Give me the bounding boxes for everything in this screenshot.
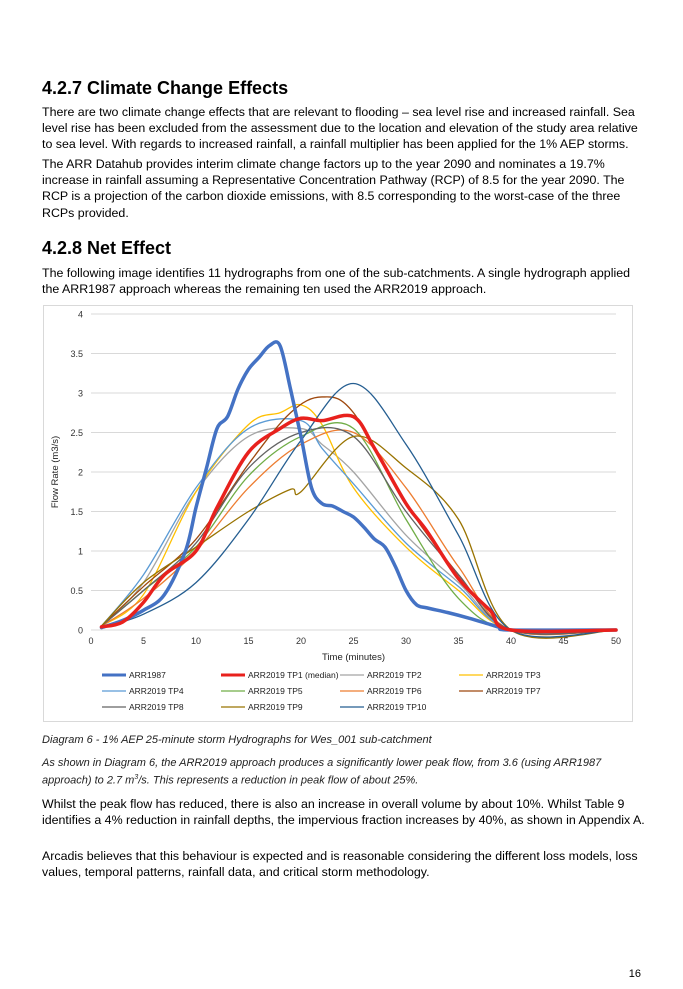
- legend-label-arr2019-tp8: ARR2019 TP8: [129, 702, 184, 712]
- series-line-arr2019-tp6: [102, 430, 617, 635]
- legend-label-arr2019-tp3: ARR2019 TP3: [486, 670, 541, 680]
- legend-label-arr2019-tp5: ARR2019 TP5: [248, 686, 303, 696]
- page-number: 16: [628, 968, 641, 980]
- legend-label-arr2019-tp1-median: ARR2019 TP1 (median): [248, 670, 339, 680]
- diagram-note-text: As shown in Diagram 6, the ARR2019 approach produces a significantly lower peak flow, from 3.6 (using ARR1987 approach) to 2.7 m: [42, 757, 602, 787]
- legend-label-arr2019-tp2: ARR2019 TP2: [367, 670, 422, 680]
- section-heading-428: 4.2.8 Net Effect: [42, 238, 172, 258]
- paragraph-net-effect: The following image identifies 11 hydrographs from one of the sub-catchments. A single hydrograph applied the ARR1987 approach whereas the remaining ten used the ARR2019 approach.: [42, 266, 630, 297]
- x-tick-label: 15: [243, 636, 254, 646]
- y-tick-label: 3.5: [70, 349, 83, 359]
- x-tick-label: 0: [88, 636, 94, 646]
- diagram-note-superscript: 3: [134, 773, 139, 781]
- paragraph-climate-effects: There are two climate change effects that are relevant to flooding – sea level rise and increased rainfall. Sea level rise has been excluded from the assessment due to the location and elevation of the study area relative to sea level. With regards to increased rainfall, a rainfall multiplier has been applied for the 1% AEP storms.: [42, 105, 638, 152]
- series-line-arr2019-tp8: [102, 428, 617, 635]
- x-tick-label: 40: [505, 636, 517, 646]
- y-tick-label: 1.5: [70, 507, 83, 517]
- hydrograph-chart-frame: [43, 305, 633, 722]
- legend-label-arr2019-tp4: ARR2019 TP4: [129, 686, 184, 696]
- x-axis-title: Time (minutes): [322, 652, 385, 663]
- y-tick-label: 4: [77, 309, 83, 320]
- paragraph-arr-datahub: The ARR Datahub provides interim climate change factors up to the year 2090 and nominates a 19.7% increase in rainfall assuming a Representative Concentration Pathway (RCP) of 8.5 for the year 2090. The RCP is a projection of the carbon dioxide emissions, with 8.5 corresponding to the worst-case of the three RCPs provided.: [42, 157, 625, 220]
- series-line-arr2019-tp9: [102, 436, 617, 638]
- diagram-note-text-end: /s. This represents a reduction in peak flow of about 25%.: [138, 774, 419, 787]
- x-tick-label: 20: [295, 636, 307, 646]
- legend-label-arr2019-tp10: ARR2019 TP10: [367, 702, 427, 712]
- x-tick-label: 30: [400, 636, 412, 646]
- x-tick-label: 45: [558, 636, 569, 646]
- legend-label-arr2019-tp6: ARR2019 TP6: [367, 686, 422, 696]
- x-tick-label: 10: [190, 636, 202, 646]
- legend-label-arr1987: ARR1987: [129, 670, 166, 680]
- x-tick-label: 25: [348, 636, 359, 646]
- section-heading-427: 4.2.7 Climate Change Effects: [42, 78, 289, 98]
- x-tick-label: 5: [140, 636, 147, 646]
- series-line-arr2019-tp5: [102, 423, 617, 633]
- x-tick-label: 50: [610, 636, 622, 646]
- y-tick-label: 2.5: [70, 428, 83, 438]
- paragraph-volume-increase: Whilst the peak flow has reduced, there is also an increase in overall volume by about 10%. Whilst Table 9 identifies a 4% reduction in rainfall depths, the impervious fraction increases by 40%, as shown in Appendix A.: [42, 797, 645, 828]
- y-tick-label: 3: [77, 388, 83, 399]
- y-tick-label: 0: [77, 625, 83, 636]
- series-line-arr2019-tp2: [102, 428, 617, 634]
- series-line-arr2019-tp3: [102, 404, 617, 632]
- legend-label-arr2019-tp7: ARR2019 TP7: [486, 686, 541, 696]
- y-axis-title: Flow Rate (m3/s): [50, 435, 61, 509]
- y-tick-label: 2: [77, 467, 83, 478]
- legend-label-arr2019-tp9: ARR2019 TP9: [248, 702, 303, 712]
- diagram-caption: Diagram 6 - 1% AEP 25-minute storm Hydrographs for Wes_001 sub-catchment: [42, 734, 432, 746]
- y-tick-label: 1: [77, 546, 83, 557]
- paragraph-arcadis: Arcadis believes that this behaviour is expected and is reasonable considering the different loss models, loss values, temporal patterns, rainfall data, and critical storm methodology.: [42, 849, 638, 880]
- y-tick-label: 0.5: [70, 586, 83, 596]
- hydrograph-chart: [44, 306, 632, 721]
- x-tick-label: 35: [453, 636, 464, 646]
- diagram-note: [42, 756, 646, 788]
